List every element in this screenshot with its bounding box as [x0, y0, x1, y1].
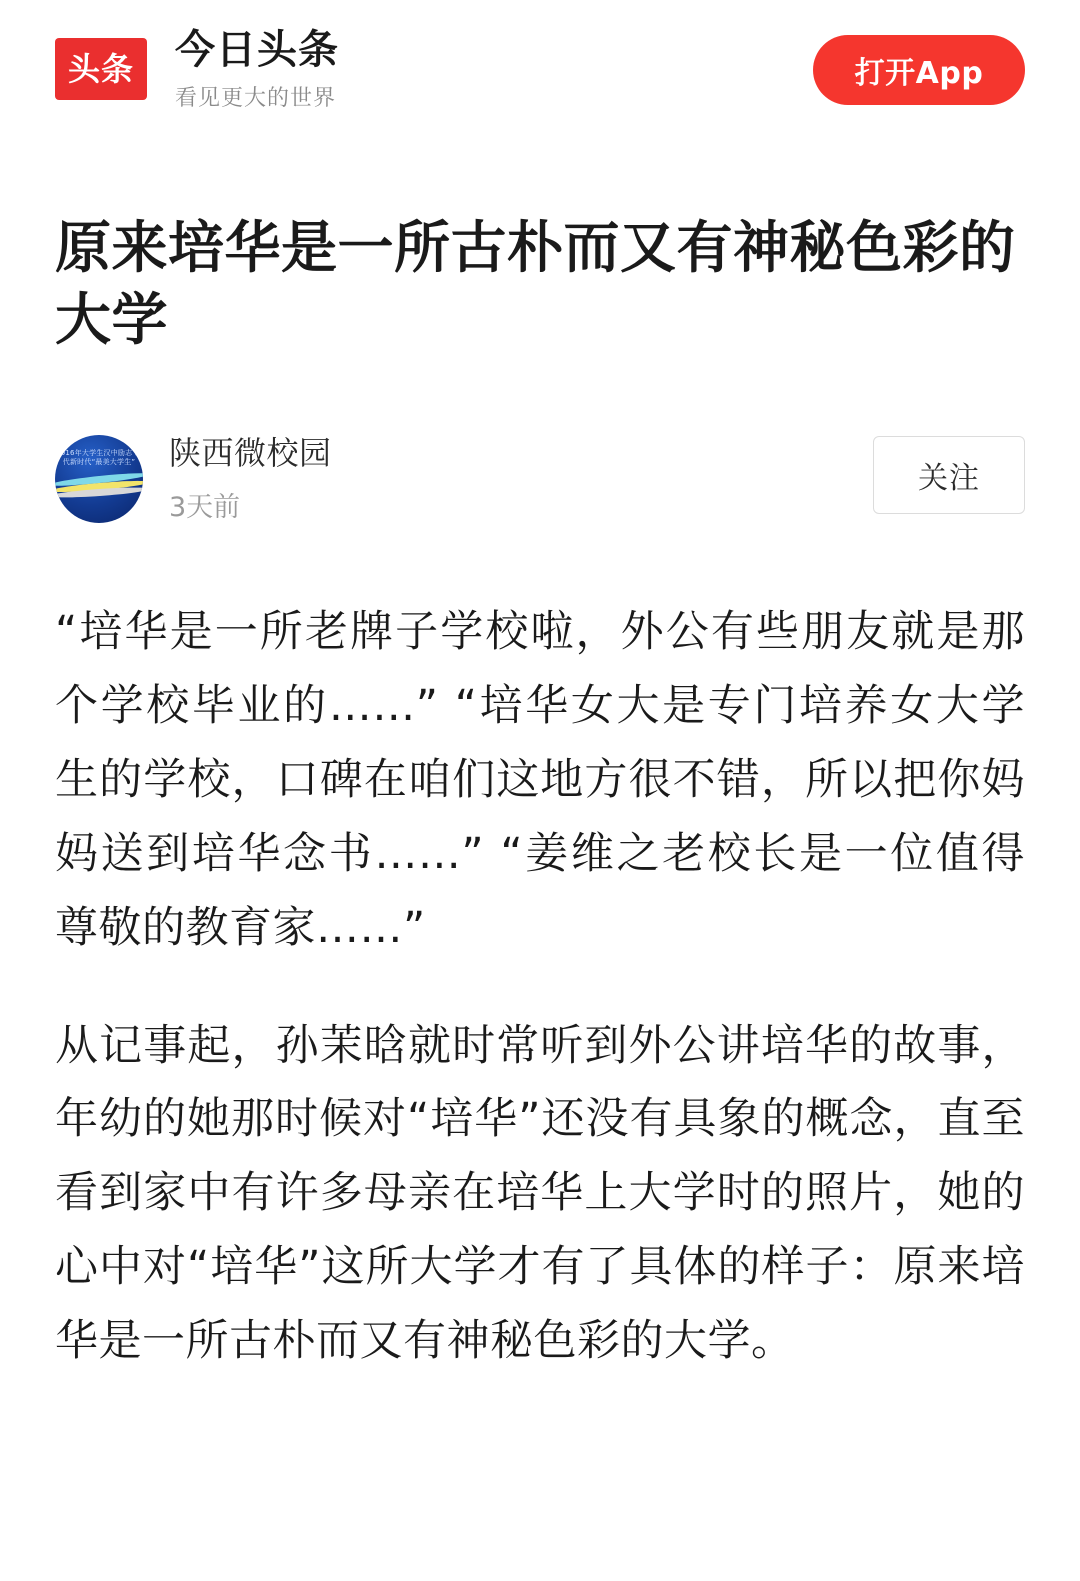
- page-title: 原来培华是一所古朴而又有神秘色彩的大学: [55, 216, 1016, 353]
- avatar-caption: 2016年大学生汉中励志 现代新时代“最美大学生”: [56, 449, 142, 467]
- toutiao-logo-icon: 头条: [55, 38, 147, 100]
- brand-text: [175, 27, 339, 112]
- author-name: 陕西微校园: [169, 434, 332, 473]
- brand-block[interactable]: [55, 27, 339, 112]
- article-paragraph: “培华是一所老牌子学校啦，外公有些朋友就是那个学校毕业的……” “培华女大是专门培养女大学生的学校，口碑在咱们这地方很不错，所以把你妈妈送到培华念书……” “姜维之老校长是一位值得尊敬的教育家……”: [55, 606, 1025, 953]
- article-meta: [55, 434, 1025, 523]
- article-body: [55, 596, 1025, 1380]
- publish-time: 3天前: [169, 491, 241, 523]
- article-container: [0, 138, 1080, 1379]
- open-app-button[interactable]: 打开App: [813, 35, 1025, 105]
- brand-title: 今日头条: [175, 26, 339, 73]
- app-header: [0, 0, 1080, 138]
- article-paragraph: 从记事起，孙茉晗就时常听到外公讲培华的故事，年幼的她那时候对“培华”还没有具象的概念，直至看到家中有许多母亲在培华上大学时的照片，她的心中对“培华”这所大学才有了具体的样子：原来培华是一所古朴而又有神秘色彩的大学。: [55, 1020, 1025, 1367]
- avatar[interactable]: [55, 435, 143, 523]
- author-block[interactable]: [169, 434, 332, 523]
- follow-button[interactable]: 关注: [873, 436, 1025, 514]
- brand-subtitle: 看见更大的世界: [175, 85, 337, 111]
